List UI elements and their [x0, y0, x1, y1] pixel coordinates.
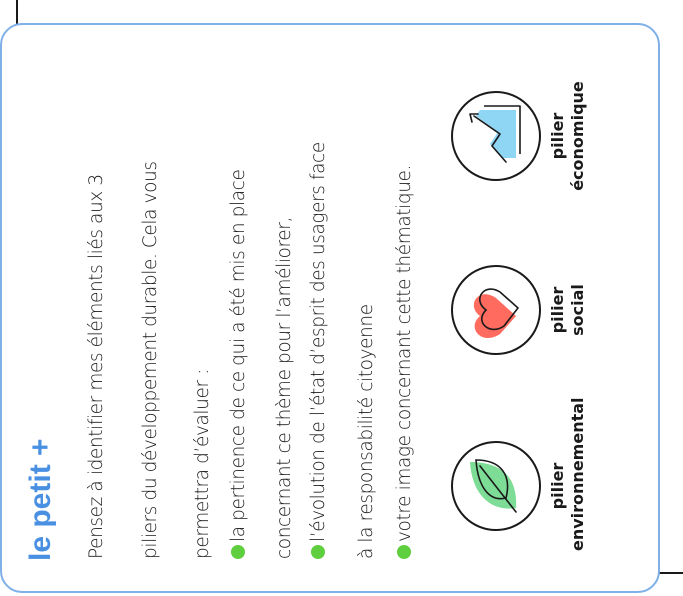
bullet-dot-icon — [231, 545, 245, 559]
intro-line-3: permettra d’évaluer : — [192, 369, 213, 559]
bullet-dot-icon — [311, 545, 325, 559]
pillar-social-label — [548, 245, 588, 375]
intro-line-2: piliers du développement durable. Cela vous — [140, 161, 161, 559]
card-title: le petit + — [24, 438, 57, 561]
bullet-1-line-1: la pertinence de ce qui a été mis en place — [228, 169, 249, 542]
pillar-economic-word: pilier — [548, 112, 567, 160]
heart-icon — [450, 264, 542, 356]
pillar-environmental-label — [548, 397, 588, 551]
pillar-economic-label — [548, 71, 588, 201]
pillar-social-name: social — [568, 284, 587, 336]
pillar-social-word: pilier — [548, 286, 567, 334]
leaf-icon — [450, 440, 542, 532]
bullet-item-3 — [394, 165, 415, 559]
bullet-1-line-2: concernant ce thème pour l’améliorer, — [274, 217, 295, 559]
bullet-item-2 — [308, 142, 329, 559]
pillar-economic — [450, 71, 588, 201]
chart-icon — [450, 90, 542, 182]
pillar-economic-name: économique — [568, 81, 587, 191]
card-content — [2, 25, 662, 595]
pillar-environmental — [450, 397, 588, 551]
bullet-3-line-1: votre image concernant cette thématique. — [394, 165, 415, 542]
bullet-item-1 — [228, 170, 249, 559]
pillar-environmental-name: environnemental — [568, 397, 587, 551]
pillar-social — [450, 245, 588, 375]
bullet-dot-icon — [397, 545, 411, 559]
info-card — [0, 23, 660, 593]
intro-line-1: Pensez à identifier mes éléments liés aux 3 — [86, 174, 107, 559]
bullet-2-line-2: à la responsabilité citoyenne — [356, 304, 377, 559]
pillar-environmental-word: pilier — [548, 462, 567, 510]
bullet-2-line-1: l’évolution de l’état d’esprit des usagers face — [308, 142, 329, 542]
